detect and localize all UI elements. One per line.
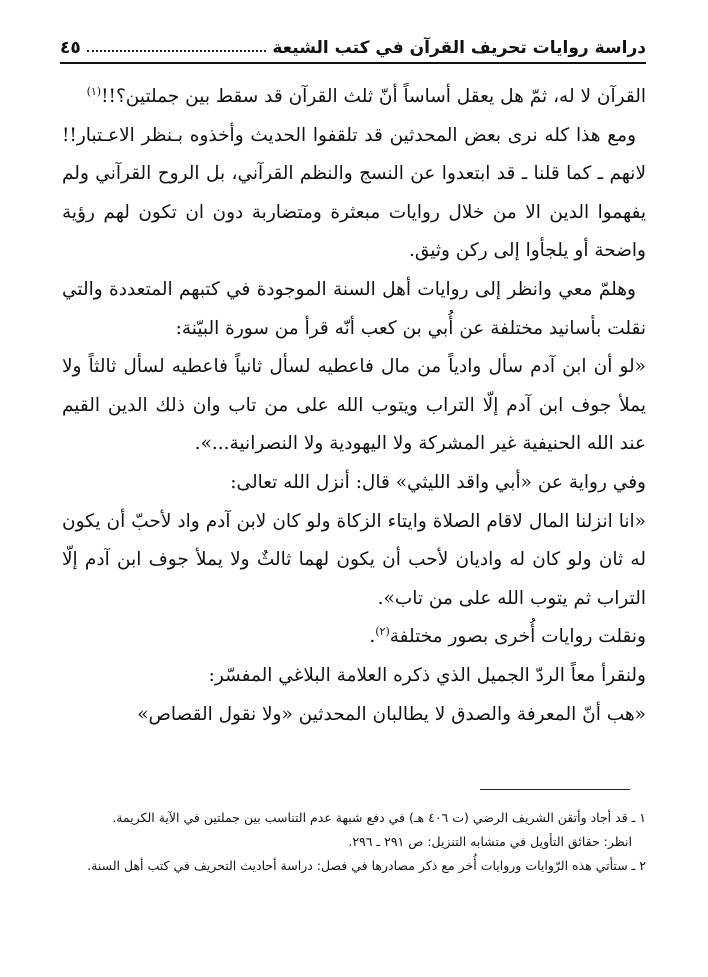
- paragraph-7: ونقلت روايات أُخرى بصور مختلفة$^{(٢)}$.: [369, 625, 646, 648]
- quote-laythi: «انا انزلنا المال لاقام الصلاة وايتاء الزكاة ولو كان لابن آدم واد لأحبّ أن يكون له ثان ولو كان له واديان لأحب أن يكون لهما ثالثٌ ولا يملأ جوف ابن آدم إلّا التراب ثم يتوب الله على من تاب».: [62, 510, 646, 609]
- paragraph-2: ومع هذا كله نرى بعض المحدثين قد تلقفوا الحديث وأخذوه بـنظر الاعـتبار!! لانهم ـ كما قلنا ـ قد ابتعدوا عن النسج والنظم القرآني، بل الروح القرآني ولم يفهموا الدين الا من خلال روايات مبعثرة ومتضاربة دون ان تكون لهم رؤية واضحة أو يلجأوا إلى ركن وثيق.: [62, 124, 646, 262]
- paragraph-1: [62, 78, 646, 117]
- footnotes: [58, 806, 646, 878]
- footnote-1-line-2: انظر: حقائق التأويل في متشابه التنزيل: ص ٢٩١ ـ ٢٩٦.: [348, 834, 632, 849]
- footnote-1-line-1: ١ ـ قد أجاد وأتقن الشريف الرضي (ت ٤٠٦ هـ) في دفع شبهة عدم التناسب بين جملتين في الآية الكريمة.: [112, 810, 646, 825]
- page-number: ٤٥: [60, 38, 81, 58]
- quote-balaghi: «هب أنّ المعرفة والصدق لا يطالبان المحدثين «ولا نقول القصاص»: [137, 703, 646, 725]
- quote-ubayy: «لو أن ابن آدم سأل وادياً من مال فاعطيه لسأل ثانياً فاعطيه لسأل ثالثاً ولا يملأ جوف ابن آدم إلّا التراب ويتوب الله على من تاب وان ذلك الدين القيم عند الله الحنيفية غير المشركة ولا اليهودية ولا النصرانية...».: [62, 356, 646, 455]
- main-text: [62, 78, 646, 734]
- footnote-2: ٢ ـ ستأتي هذه الرّوايات وروايات أُخر مع ذكر مصادرها في فصل: دراسة أحاديث التحريف في كتب أهل السنة.: [87, 858, 646, 873]
- header-dot-leader: [87, 50, 267, 52]
- header-rule: [60, 62, 646, 64]
- paragraph-3: وهلمّ معي وانظر إلى روايات أهل السنة الموجودة في كتبهم المتعددة والتي نقلت بأسانيد مختلفة عن أُبي بن كعب أنّه قرأ من سورة البيّنة:: [62, 278, 646, 339]
- paragraph-1-text: القرآن لا له، ثمّ هل يعقل أساساً أنّ ثلث القرآن قد سقط بين جملتين؟!!: [101, 86, 646, 107]
- paragraph-5: وفي رواية عن «أبي واقد الليثي» قال: أنزل الله تعالى:: [230, 471, 646, 493]
- footnote-ref-1: (١): [86, 84, 102, 98]
- footnote-separator: [480, 789, 630, 790]
- paragraph-8: ولنقرأ معاً الردّ الجميل الذي ذكره العلامة البلاغي المفسّر:: [208, 664, 646, 686]
- running-header: [60, 30, 646, 58]
- header-title: دراسة روايات تحريف القرآن في كتب الشيعة: [272, 38, 646, 58]
- footnote-ref-2: (٢): [375, 625, 390, 639]
- paragraph-7-text: ونقلت روايات أُخرى بصور مختلفة: [389, 626, 646, 648]
